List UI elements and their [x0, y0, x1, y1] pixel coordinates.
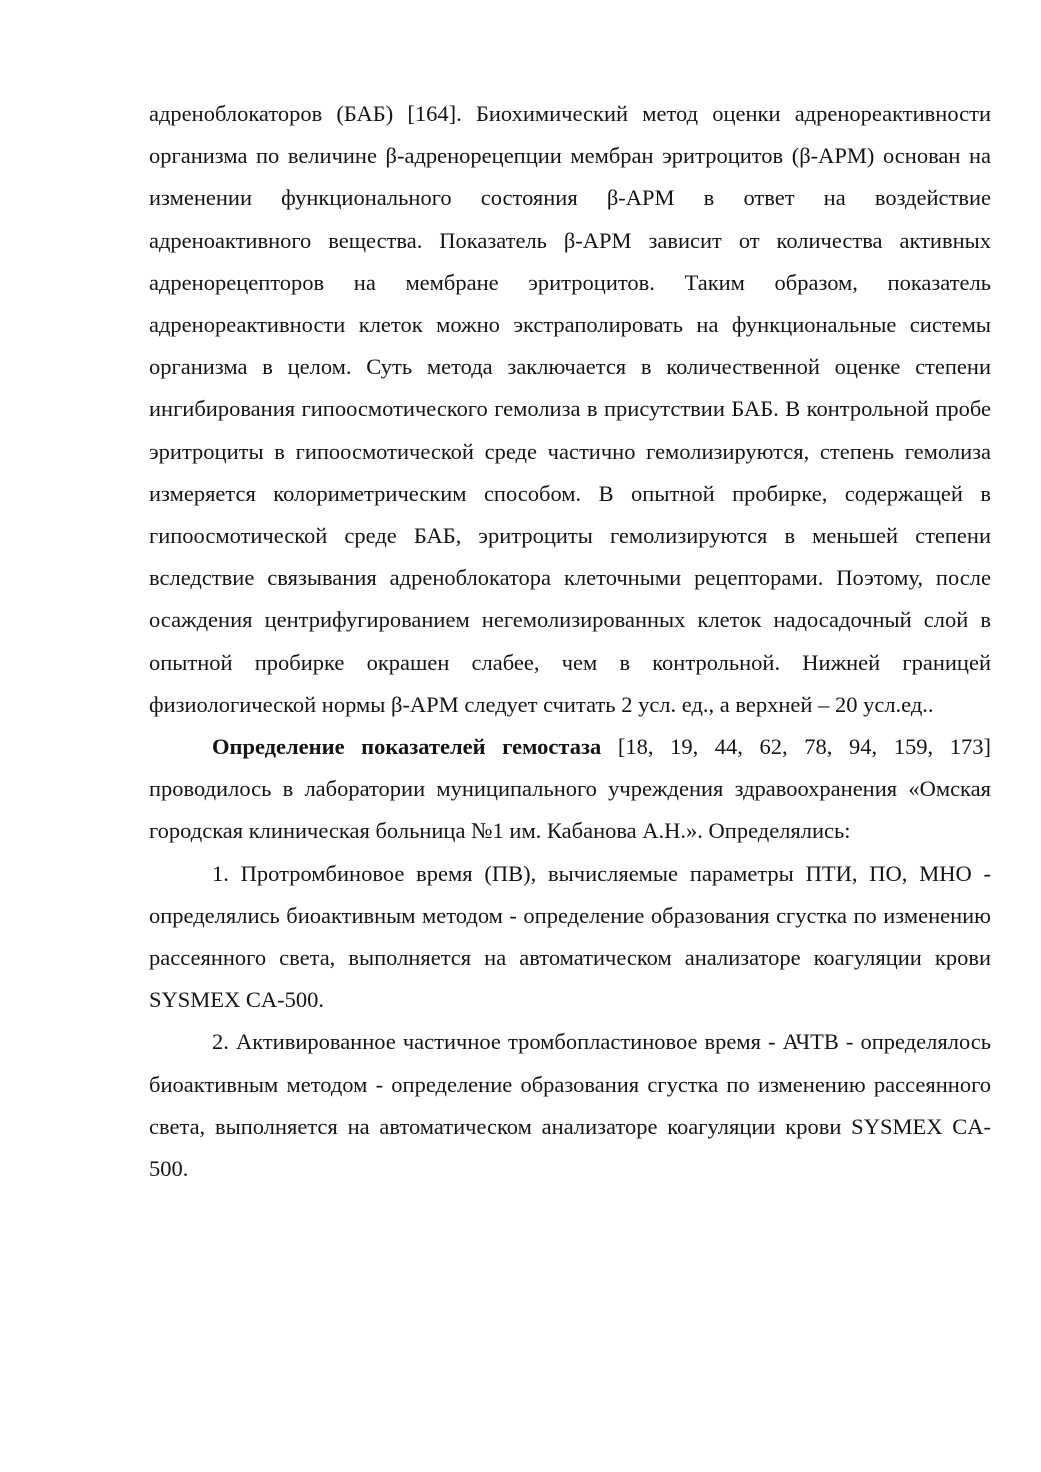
list-item-aptt: 2. Активированное частичное тромбопластиновое время - АЧТВ - определялось биоактивным методом - определение образования сгустка по изменению рассеянного света, выполняется на автоматическом анализаторе коагуляции крови SYSMEX CA-500.: [149, 1029, 991, 1182]
paragraph-hemostasis: [149, 726, 991, 853]
section-heading-hemostasis: Определение показателей гемостаза: [212, 734, 602, 760]
document-page: [149, 93, 991, 1190]
paragraph-hemostasis-text: [18, 19, 44, 62, 78, 94, 159, 173] проводилось в лаборатории муниципального учреждения здравоохранения «Омская городская клиническая больница №1 им. Кабанова А.Н.». Определялись:: [149, 734, 991, 844]
paragraph-bab-method: адреноблокаторов (БАБ) [164]. Биохимический метод оценки адренореактивности организма по величине β-адренорецепции мембран эритроцитов (β-АРМ) основан на изменении функционального состояния β-АРМ в ответ на воздействие адреноактивного вещества. Показатель β-АРМ зависит от количества активных адренорецепторов на мембране эритроцитов. Таким образом, показатель адренореактивности клеток можно экстраполировать на функциональные системы организма в целом. Суть метода заключается в количественной оценке степени ингибирования гипоосмотического гемолиза в присутствии БАБ. В контрольной пробе эритроциты в гипоосмотической среде частично гемолизируются, степень гемолиза измеряется колориметрическим способом. В опытной пробирке, содержащей в гипоосмотической среде БАБ, эритроциты гемолизируются в меньшей степени вследствие связывания адреноблокатора клеточными рецепторами. Поэтому, после осаждения центрифугированием негемолизированных клеток надосадочный слой в опытной пробирке окрашен слабее, чем в контрольной. Нижней границей физиологической нормы β-АРМ следует считать 2 усл. ед., а верхней – 20 усл.ед..: [149, 101, 991, 717]
list-item-prothrombin-time: 1. Протромбиновое время (ПВ), вычисляемые параметры ПТИ, ПО, МНО - определялись биоактивным методом - определение образования сгустка по изменению рассеянного света, выполняется на автоматическом анализаторе коагуляции крови SYSMEX CA-500.: [149, 860, 991, 1013]
